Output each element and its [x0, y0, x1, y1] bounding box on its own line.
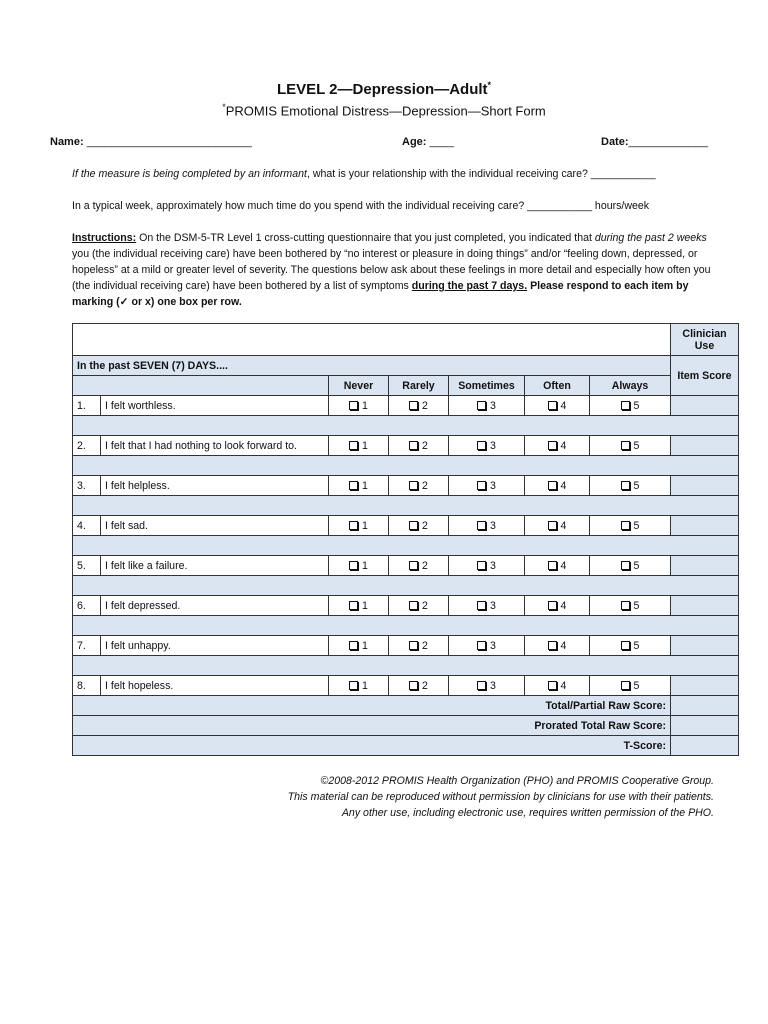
- checkbox-icon[interactable]: [477, 441, 486, 450]
- choice-value: 2: [422, 399, 428, 412]
- checkbox-icon[interactable]: [349, 641, 358, 650]
- period-label: In the past SEVEN (7) DAYS....: [73, 356, 671, 376]
- choice-never[interactable]: [329, 516, 389, 536]
- spacer-cell: [73, 416, 739, 436]
- choice-value: 1: [362, 599, 368, 612]
- checkbox-icon[interactable]: [477, 401, 486, 410]
- checkbox-icon[interactable]: [548, 521, 557, 530]
- checkbox-icon[interactable]: [548, 441, 557, 450]
- item-text: I felt like a failure.: [101, 556, 329, 576]
- choice-rarely[interactable]: [389, 596, 449, 616]
- choice-value: 1: [362, 439, 368, 452]
- instructions: Instructions: On the DSM-5-TR Level 1 cross-cutting questionnaire that you just completed, you indicated that during the past 2 weeks you (the individual receiving care) have been bothered by “no interest or pleasure in doing things” and/or “feeling down, depressed, or hopeless” at a mild or greater level of severity. The questions below ask about these feelings in more detail and especially how often you (the individual receiving care) have been bothered by a list of symptoms during the past 7 days. Please respond to each item by marking (✓ or x) one box per row.: [72, 232, 711, 308]
- summary-label: T-Score:: [73, 736, 671, 756]
- choice-always[interactable]: [590, 636, 671, 656]
- summary-row: [73, 716, 739, 736]
- choice-often[interactable]: [525, 636, 590, 656]
- form-title: LEVEL 2—Depression—Adult*: [276, 80, 492, 98]
- summary-label: Prorated Total Raw Score:: [73, 716, 671, 736]
- checkbox-icon[interactable]: [409, 521, 418, 530]
- item-score-cell[interactable]: [671, 596, 739, 616]
- choice-value: 5: [633, 599, 640, 612]
- checkbox-icon[interactable]: [548, 481, 557, 490]
- item-text: I felt sad.: [101, 516, 329, 536]
- choice-value: 1: [362, 399, 368, 412]
- choice-value: 4: [560, 679, 567, 692]
- item-score-cell[interactable]: [671, 516, 739, 536]
- checkbox-icon[interactable]: [349, 561, 358, 570]
- checkbox-icon[interactable]: [621, 561, 630, 570]
- choice-always[interactable]: [590, 436, 671, 456]
- choice-rarely[interactable]: [389, 676, 449, 696]
- checkbox-icon[interactable]: [409, 641, 418, 650]
- informant-question: If the measure is being completed by an informant, what is your relationship with the individual receiving care? ___________: [72, 168, 656, 180]
- checkbox-icon[interactable]: [349, 601, 358, 610]
- checkbox-icon[interactable]: [477, 521, 486, 530]
- spacer-cell: [73, 576, 739, 596]
- choice-value: 2: [422, 479, 428, 492]
- choice-value: 3: [490, 639, 496, 652]
- choice-sometimes[interactable]: [449, 676, 525, 696]
- spacer-cell: [73, 536, 739, 556]
- spacer-cell: [73, 456, 739, 476]
- item-row: [73, 516, 739, 536]
- checkbox-icon[interactable]: [349, 681, 358, 690]
- item-text: I felt helpless.: [101, 476, 329, 496]
- item-text: I felt worthless.: [101, 396, 329, 416]
- checkbox-icon[interactable]: [548, 641, 557, 650]
- item-number: 7.: [73, 636, 101, 656]
- checkbox-icon[interactable]: [409, 481, 418, 490]
- choice-rarely[interactable]: [389, 516, 449, 536]
- choice-value: 5: [633, 439, 640, 452]
- choice-value: 3: [490, 479, 496, 492]
- choice-value: 5: [633, 479, 640, 492]
- item-score-header: Item Score: [671, 356, 739, 396]
- column-header-blank: [73, 376, 329, 396]
- title-asterisk: *: [487, 80, 492, 90]
- choice-never[interactable]: [329, 396, 389, 416]
- item-number: 8.: [73, 676, 101, 696]
- choice-often[interactable]: [525, 436, 590, 456]
- checkbox-icon[interactable]: [548, 401, 557, 410]
- checkbox-icon[interactable]: [548, 601, 557, 610]
- item-score-cell[interactable]: [671, 556, 739, 576]
- checkbox-icon[interactable]: [477, 681, 486, 690]
- checkbox-icon[interactable]: [621, 681, 630, 690]
- choice-rarely[interactable]: [389, 436, 449, 456]
- choice-rarely[interactable]: [389, 476, 449, 496]
- checkbox-icon[interactable]: [409, 401, 418, 410]
- choice-value: 4: [560, 639, 567, 652]
- item-score-cell[interactable]: [671, 636, 739, 656]
- choice-value: 2: [422, 439, 428, 452]
- item-number: 1.: [73, 396, 101, 416]
- checkbox-icon[interactable]: [349, 521, 358, 530]
- date-field[interactable]: Date:_____________: [601, 136, 709, 148]
- item-row: [73, 396, 739, 416]
- choice-value: 5: [633, 399, 640, 412]
- checkbox-icon[interactable]: [409, 441, 418, 450]
- name-field[interactable]: Name: ___________________________: [50, 136, 252, 148]
- choice-value: 2: [422, 519, 428, 532]
- choice-value: 5: [633, 559, 640, 572]
- item-number: 6.: [73, 596, 101, 616]
- spacer-row: [73, 616, 739, 636]
- item-row: [73, 556, 739, 576]
- choice-always[interactable]: [590, 396, 671, 416]
- choice-always[interactable]: [590, 516, 671, 536]
- subtitle-asterisk: *: [222, 102, 226, 112]
- column-header-2: Sometimes: [449, 376, 525, 396]
- checkbox-icon[interactable]: [621, 641, 630, 650]
- item-text: I felt hopeless.: [101, 676, 329, 696]
- choice-value: 1: [362, 519, 368, 532]
- choice-value: 5: [633, 519, 640, 532]
- choice-value: 4: [560, 599, 567, 612]
- copyright-footer: ©2008-2012 PROMIS Health Organization (PHO) and PROMIS Cooperative Group. This material can be reproduced without permission by clinicians for use with their patients. Any other use, including electronic use, requires written permission of the PHO.: [287, 775, 714, 819]
- checkbox-icon[interactable]: [621, 441, 630, 450]
- choice-often[interactable]: [525, 396, 590, 416]
- item-text: I felt that I had nothing to look forward to.: [101, 436, 329, 456]
- choice-often[interactable]: [525, 516, 590, 536]
- choice-sometimes[interactable]: [449, 556, 525, 576]
- choice-always[interactable]: [590, 676, 671, 696]
- spacer-cell: [73, 496, 739, 516]
- choice-always[interactable]: [590, 556, 671, 576]
- spacer-row: [73, 496, 739, 516]
- choice-value: 2: [422, 679, 428, 692]
- choice-rarely[interactable]: [389, 636, 449, 656]
- spacer-row: [73, 416, 739, 436]
- checkbox-icon[interactable]: [349, 401, 358, 410]
- checkbox-icon[interactable]: [548, 681, 557, 690]
- choice-value: 4: [560, 439, 567, 452]
- choice-always[interactable]: [590, 476, 671, 496]
- checkbox-icon[interactable]: [621, 481, 630, 490]
- summary-score-cell[interactable]: [671, 716, 739, 736]
- choice-often[interactable]: [525, 476, 590, 496]
- choice-value: 4: [560, 559, 567, 572]
- checkbox-icon[interactable]: [477, 561, 486, 570]
- choice-value: 3: [490, 439, 496, 452]
- choice-value: 1: [362, 639, 368, 652]
- item-row: [73, 676, 739, 696]
- choice-never[interactable]: [329, 436, 389, 456]
- table-top-blank: [73, 324, 671, 356]
- checkbox-icon[interactable]: [548, 561, 557, 570]
- choice-rarely[interactable]: [389, 396, 449, 416]
- spacer-row: [73, 536, 739, 556]
- choice-value: 1: [362, 559, 368, 572]
- item-number: 5.: [73, 556, 101, 576]
- item-number: 3.: [73, 476, 101, 496]
- item-text: I felt unhappy.: [101, 636, 329, 656]
- clinician-use-header: Clinician Use: [671, 324, 739, 356]
- checkbox-icon[interactable]: [409, 681, 418, 690]
- choice-value: 3: [490, 559, 496, 572]
- choice-never[interactable]: [329, 556, 389, 576]
- item-score-cell[interactable]: [671, 476, 739, 496]
- column-header-4: Always: [590, 376, 671, 396]
- item-score-cell[interactable]: [671, 436, 739, 456]
- choice-sometimes[interactable]: [449, 476, 525, 496]
- checkbox-icon[interactable]: [621, 521, 630, 530]
- form-subtitle: *PROMIS Emotional Distress—Depression—Short Form: [222, 102, 546, 119]
- item-row: [73, 436, 739, 456]
- choice-often[interactable]: [525, 596, 590, 616]
- spacer-row: [73, 576, 739, 596]
- item-score-cell[interactable]: [671, 676, 739, 696]
- checkbox-icon[interactable]: [621, 601, 630, 610]
- choice-value: 1: [362, 679, 368, 692]
- choice-value: 4: [560, 479, 567, 492]
- summary-row: [73, 696, 739, 716]
- choice-rarely[interactable]: [389, 556, 449, 576]
- choice-value: 4: [560, 399, 567, 412]
- choice-value: 5: [633, 679, 640, 692]
- choice-value: 3: [490, 599, 496, 612]
- choice-always[interactable]: [590, 596, 671, 616]
- choice-value: 1: [362, 479, 368, 492]
- choice-value: 2: [422, 639, 428, 652]
- checkbox-icon[interactable]: [349, 481, 358, 490]
- checkbox-icon[interactable]: [477, 481, 486, 490]
- spacer-row: [73, 656, 739, 676]
- spacer-row: [73, 456, 739, 476]
- summary-label: Total/Partial Raw Score:: [73, 696, 671, 716]
- item-row: [73, 636, 739, 656]
- choice-sometimes[interactable]: [449, 436, 525, 456]
- choice-never[interactable]: [329, 476, 389, 496]
- choice-often[interactable]: [525, 556, 590, 576]
- choice-value: 5: [633, 639, 640, 652]
- depression-form-table: [72, 323, 739, 756]
- item-number: 2.: [73, 436, 101, 456]
- time-spent-question: In a typical week, approximately how much time do you spend with the individual receiving care? ___________ hours/week: [72, 200, 650, 212]
- choice-value: 2: [422, 559, 428, 572]
- checkbox-icon[interactable]: [477, 601, 486, 610]
- item-number: 4.: [73, 516, 101, 536]
- checkbox-icon[interactable]: [409, 601, 418, 610]
- choice-never[interactable]: [329, 636, 389, 656]
- item-text: I felt depressed.: [101, 596, 329, 616]
- column-header-1: Rarely: [389, 376, 449, 396]
- choice-sometimes[interactable]: [449, 516, 525, 536]
- spacer-cell: [73, 656, 739, 676]
- choice-never[interactable]: [329, 676, 389, 696]
- checkbox-icon[interactable]: [621, 401, 630, 410]
- choice-sometimes[interactable]: [449, 636, 525, 656]
- choice-sometimes[interactable]: [449, 396, 525, 416]
- summary-score-cell[interactable]: [671, 736, 739, 756]
- checkbox-icon[interactable]: [477, 641, 486, 650]
- choice-sometimes[interactable]: [449, 596, 525, 616]
- spacer-cell: [73, 616, 739, 636]
- choice-value: 3: [490, 679, 496, 692]
- summary-score-cell[interactable]: [671, 696, 739, 716]
- choice-often[interactable]: [525, 676, 590, 696]
- column-header-3: Often: [525, 376, 590, 396]
- item-score-cell[interactable]: [671, 396, 739, 416]
- column-header-0: Never: [329, 376, 389, 396]
- choice-value: 2: [422, 599, 428, 612]
- choice-never[interactable]: [329, 596, 389, 616]
- choice-value: 3: [490, 399, 496, 412]
- checkbox-icon[interactable]: [409, 561, 418, 570]
- item-row: [73, 596, 739, 616]
- item-row: [73, 476, 739, 496]
- choice-value: 4: [560, 519, 567, 532]
- summary-row: [73, 736, 739, 756]
- choice-value: 3: [490, 519, 496, 532]
- age-field[interactable]: Age: ____: [402, 136, 454, 148]
- checkbox-icon[interactable]: [349, 441, 358, 450]
